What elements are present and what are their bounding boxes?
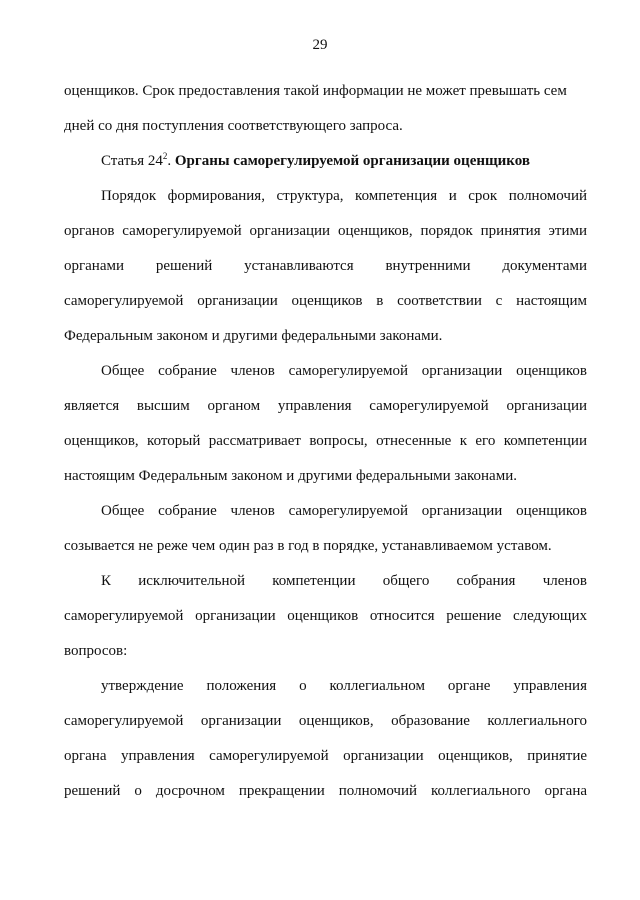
text-line: решений о досрочном прекращении полномочий коллегиального органа <box>64 783 587 799</box>
text-line: утверждение положения о коллегиальном органе управления <box>101 678 587 694</box>
text-line: органов саморегулируемой организации оценщиков, порядок принятия этими <box>64 223 587 239</box>
text-line: оценщиков, который рассматривает вопросы, отнесенные к его компетенции <box>64 433 587 449</box>
text-line: органами решений устанавливаются внутренними документами <box>64 258 587 274</box>
text-line: Федеральным законом и другими федеральными законами. <box>64 328 443 344</box>
text-line: саморегулируемой организации оценщиков в соответствии с настоящим <box>64 293 587 309</box>
article-title: Органы саморегулируемой организации оценщиков <box>174 153 530 169</box>
text-line: К исключительной компетенции общего собрания членов <box>101 573 587 589</box>
article-heading <box>101 152 530 170</box>
page-number: 29 <box>312 37 328 53</box>
text-line: вопросов: <box>64 643 128 659</box>
text-line: настоящим Федеральным законом и другими федеральными законами. <box>64 468 517 484</box>
text-line: саморегулируемой организации оценщиков относится решение следующих <box>64 608 587 624</box>
text-line: дней со дня поступления соответствующего запроса. <box>64 118 403 134</box>
text-line: саморегулируемой организации оценщиков, образование коллегиального <box>64 713 587 729</box>
text-line: Порядок формирования, структура, компетенция и срок полномочий <box>101 188 587 204</box>
text-line: Общее собрание членов саморегулируемой организации оценщиков <box>101 503 587 519</box>
text-line: органа управления саморегулируемой организации оценщиков, принятие <box>64 748 587 764</box>
text-line: Общее собрание членов саморегулируемой организации оценщиков <box>101 363 587 379</box>
text-line: является высшим органом управления саморегулируемой организации <box>64 398 587 414</box>
article-dot: . <box>167 153 172 169</box>
text-line: оценщиков. Срок предоставления такой информации не может превышать сем <box>64 83 567 99</box>
article-superscript: 2 <box>162 151 168 161</box>
article-label: Статья 24 <box>101 153 163 169</box>
text-line: созывается не реже чем один раз в год в порядке, устанавливаемом уставом. <box>64 538 552 554</box>
